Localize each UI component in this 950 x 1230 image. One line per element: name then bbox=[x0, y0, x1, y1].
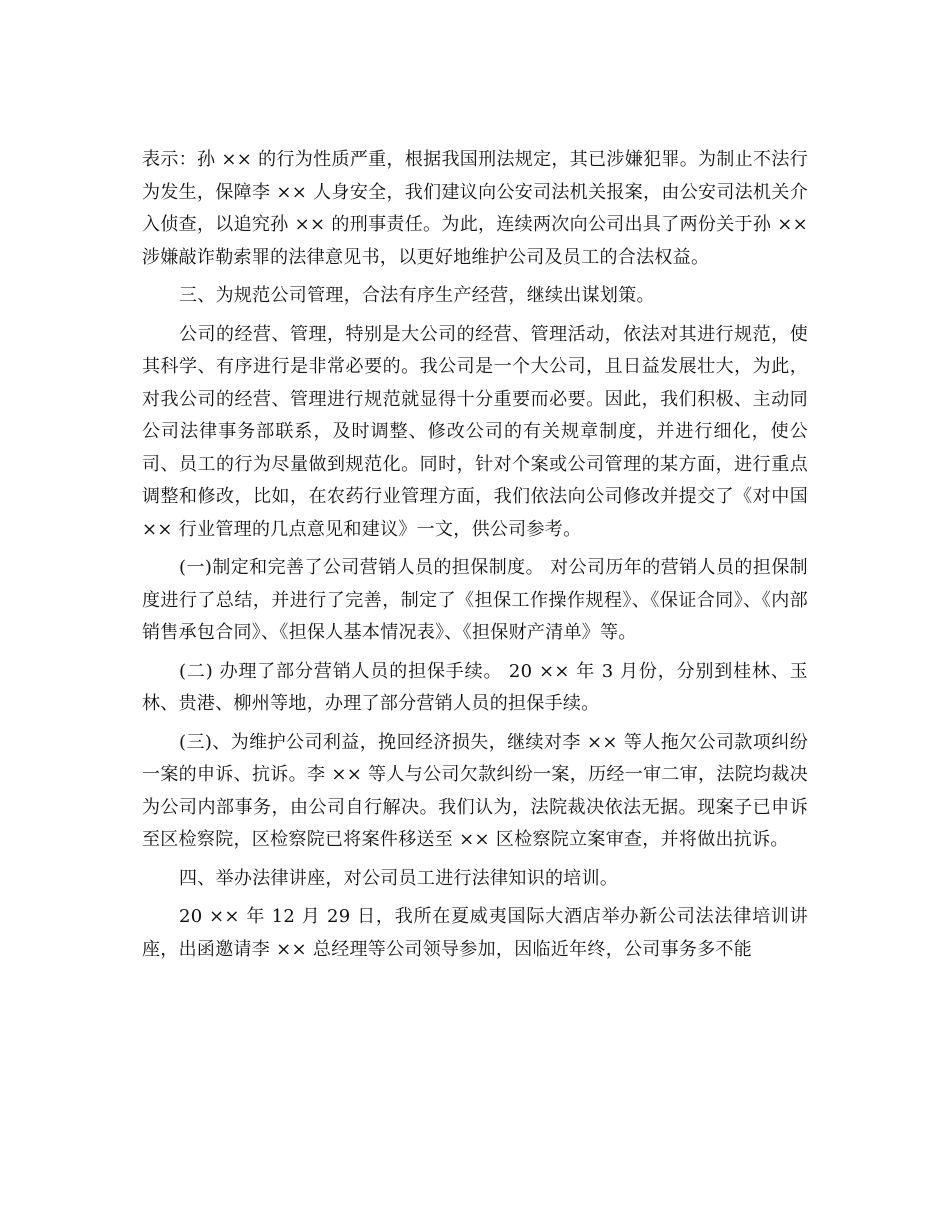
paragraph-continuation: 表示：孙 ×× 的行为性质严重，根据我国刑法规定，其已涉嫌犯罪。为制止不法行为发生，保障李 ×× 人身安全，我们建议向公安司法机关报案，由公安司法机关介入侦查，以追究孙 ×× 的刑事责任。为此，连续两次向公司出具了两份关于孙 ×× 涉嫌敲诈勒索罪的法律意见书，以更好地维护公司及员工的合法权益。 bbox=[142, 149, 808, 268]
section-heading-4: 四、举办法律讲座，对公司员工进行法律知识的培训。 bbox=[179, 867, 619, 889]
paragraph-item-3: (三)、为维护公司利益，挽回经济损失，继续对李 ×× 等人拖欠公司款项纠纷一案的申诉、抗诉。李 ×× 等人与公司欠款纠纷一案，历经一审二审，法院均裁决为公司内部事务，由公司自行解决。我们认为，法院裁决依法无据。现案子已申诉至区检察院，区检察院已将案件移送至 ×× 区检察院立案审查，并将做出抗诉。 bbox=[142, 731, 808, 850]
paragraph-item-2: (二) 办理了部分营销人员的担保手续。 20 ×× 年 3 月份，分别到桂林、玉林、贵港、柳州等地，办理了部分营销人员的担保手续。 bbox=[142, 660, 808, 714]
paragraph-item-1: (一)制定和完善了公司营销人员的担保制度。 对公司历年的营销人员的担保制度进行了总结，并进行了完善，制定了《担保工作操作规程》、《保证合同》、《内部销售承包合同》、《担保人基本情况表》、《担保财产清单》等。 bbox=[142, 557, 808, 643]
paragraph-lecture: 20 ×× 年 12 月 29 日，我所在夏威夷国际大酒店举办新公司法法律培训讲座，出函邀请李 ×× 总经理等公司领导参加，因临近年终，公司事务多不能 bbox=[142, 906, 808, 960]
paragraph-management: 公司的经营、管理，特别是大公司的经营、管理活动，依法对其进行规范，使其科学、有序进行是非常必要的。我公司是一个大公司，且日益发展壮大，为此，对我公司的经营、管理进行规范就显得十分重要而必要。因此，我们积极、主动同公司法律事务部联系，及时调整、修改公司的有关规章制度，并进行细化，使公司、员工的行为尽量做到规范化。同时，针对个案或公司管理的某方面，进行重点调整和修改，比如，在农药行业管理方面，我们依法向公司修改并提交了《对中国 ×× 行业管理的几点意见和建议》一文，供公司参考。 bbox=[142, 323, 808, 540]
document-body bbox=[142, 144, 808, 972]
section-heading-3: 三、为规范公司管理，合法有序生产经营，继续出谋划策。 bbox=[179, 285, 655, 306]
